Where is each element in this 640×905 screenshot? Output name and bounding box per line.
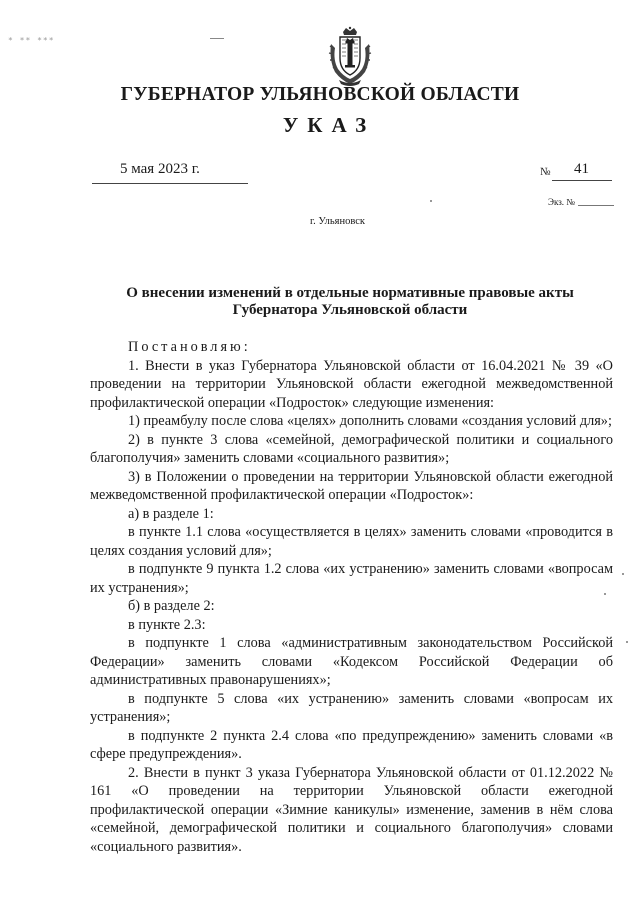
- number-underline: [552, 180, 612, 181]
- document-body: [90, 338, 613, 856]
- corner-scan-mark: * ** ***: [8, 36, 55, 45]
- paragraph-1-3-b-4: в подпункте 2 пункта 2.4 слова «по предупреждению» заменить словами «в сфере предупреждения».: [90, 727, 613, 762]
- copy-number-line: [578, 205, 614, 206]
- decree-preamble: Постановляю:: [128, 339, 251, 355]
- issuer-title: ГУБЕРНАТОР УЛЬЯНОВСКОЙ ОБЛАСТИ: [120, 84, 520, 105]
- document-heading-line1: О внесении изменений в отдельные нормативные правовые акты: [126, 285, 574, 301]
- copy-number-label: Экз. №: [548, 197, 575, 207]
- document-heading: [90, 285, 610, 319]
- document-heading-line2: Губернатора Ульяновской области: [232, 302, 468, 318]
- document-type: УКАЗ: [282, 113, 376, 137]
- document-number: 41: [574, 161, 589, 177]
- paragraph-1-2: 2) в пункте 3 слова «семейной, демографической политики и социального благополучия» заменить словами «социального развития»;: [90, 431, 613, 466]
- scan-dash: [210, 38, 224, 39]
- paragraph-1-3-a-1: в пункте 1.1 слова «осуществляется в целях» заменить словами «проводится в целях создания условий для»;: [90, 524, 613, 559]
- scan-dot: [604, 593, 606, 595]
- number-sign: №: [540, 166, 551, 178]
- paragraph-1-3-b-1: в пункте 2.3:: [128, 616, 206, 633]
- paragraph-1-3-b-3: в подпункте 5 слова «их устранению» заменить словами «вопросам их устранения»;: [90, 690, 613, 725]
- paragraph-1-3-b-2: в подпункте 1 слова «административным законодательством Российской Федерации» заменить словами «Кодексом Российской Федерации об административных правонарушениях»;: [90, 635, 613, 688]
- scan-dot: [430, 200, 432, 202]
- paragraph-1-3-a: а) в разделе 1:: [128, 505, 214, 522]
- city: г. Ульяновск: [309, 216, 365, 227]
- scan-dot: [626, 641, 628, 643]
- paragraph-2: 2. Внести в пункт 3 указа Губернатора Ульяновской области от 01.12.2022 № 161 «О проведении на территории Ульяновской области ежегодной профилактической операции «Зимние каникулы» изменение, заменив в нём слова «семейной, демографической политики и социального благополучия» словами «социального развития».: [90, 764, 613, 855]
- document-date: 5 мая 2023 г.: [120, 161, 200, 177]
- scan-dot: [622, 573, 624, 575]
- date-underline: [92, 183, 248, 184]
- paragraph-1-3-b: б) в разделе 2:: [128, 598, 215, 614]
- paragraph-1-3-a-2: в подпункте 9 пункта 1.2 слова «их устранению» заменить словами «вопросам их устранения»;: [90, 561, 613, 596]
- paragraph-1-1: 1) преамбулу после слова «целях» дополнить словами «создания условий для»;: [128, 413, 612, 429]
- coat-of-arms-icon: [325, 26, 375, 88]
- paragraph-1-3: 3) в Положении о проведении на территории Ульяновской области ежегодной межведомственной профилактической операции «Подросток»:: [90, 468, 613, 503]
- paragraph-1: 1. Внести в указ Губернатора Ульяновской области от 16.04.2021 № 39 «О проведении на территории Ульяновской области ежегодной межведомственной профилактической операции «Подросток» следующие изменения:: [90, 357, 613, 411]
